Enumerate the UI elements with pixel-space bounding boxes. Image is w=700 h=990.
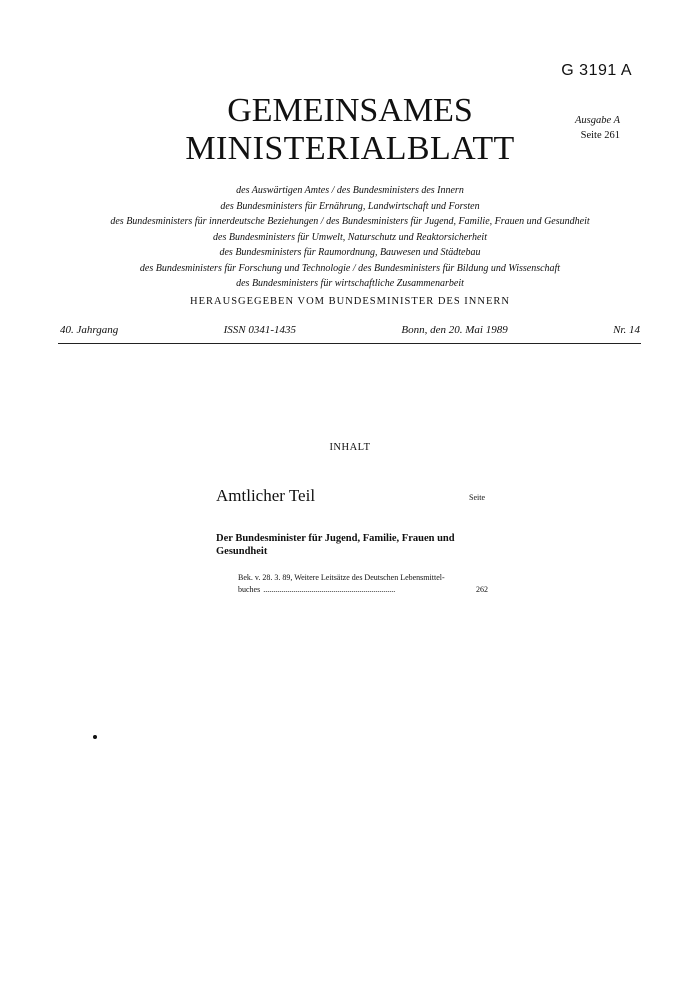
edition-info [575, 113, 620, 143]
publication-code: G 3191 A [561, 62, 632, 79]
page-column-label: Seite [469, 493, 485, 502]
page-number: Seite 261 [580, 130, 620, 141]
publisher-line: des Bundesministers für wirtschaftliche Zusammenarbeit [236, 278, 464, 289]
section-title: Amtlicher Teil [216, 486, 316, 505]
toc-entry[interactable] [238, 572, 488, 595]
toc-entry-line-1: Bek. v. 28. 3. 89, Weitere Leitsätze des Deutschen Lebensmittel- [238, 573, 445, 582]
publisher-line: des Bundesministers für Umwelt, Naturschutz und Reaktorsicherheit [213, 231, 487, 243]
title-line-1: GEMEINSAMES [227, 92, 473, 129]
toc-entry-text: buches [238, 584, 261, 594]
publishers-list [0, 183, 700, 292]
place-date: Bonn, den 20. Mai 1989 [401, 324, 508, 336]
title-line-2: MINISTERIALBLATT [185, 130, 515, 167]
publisher-line: des Bundesministers für innerdeutsche Beziehungen / des Bundesministers für Jugend, Familie, Frauen und Gesundheit [110, 216, 590, 227]
publisher-line: des Bundesministers für Raumordnung, Bauwesen und Städtebau [219, 247, 481, 258]
editor-line: HERAUSGEGEBEN VOM BUNDESMINISTER DES INNERN [190, 296, 510, 307]
publisher-line: des Bundesministers für Ernährung, Landwirtschaft und Forsten [220, 200, 480, 212]
toc-entry-page: 262 [476, 584, 488, 594]
margin-dot [93, 735, 97, 739]
toc-heading: INHALT [329, 442, 371, 453]
issue-number: Nr. 14 [613, 324, 640, 336]
edition-label: Ausgabe A [574, 115, 620, 126]
toc-entry-line-2 [238, 584, 488, 596]
publisher-line: des Bundesministers für Forschung und Technologie / des Bundesministers für Bildung und Wissenschaft [139, 262, 561, 274]
volume: 40. Jahrgang [60, 324, 119, 336]
issue-info-line [60, 324, 640, 336]
dot-leader: .................................................................. [263, 584, 396, 594]
header-divider [58, 343, 641, 344]
ministry-heading: Der Bundesminister für Jugend, Familie, Frauen und Gesundheit [216, 533, 455, 557]
issn: ISSN 0341-1435 [223, 324, 297, 336]
publisher-line: des Auswärtigen Amtes / des Bundesministers des Innern [236, 185, 464, 196]
